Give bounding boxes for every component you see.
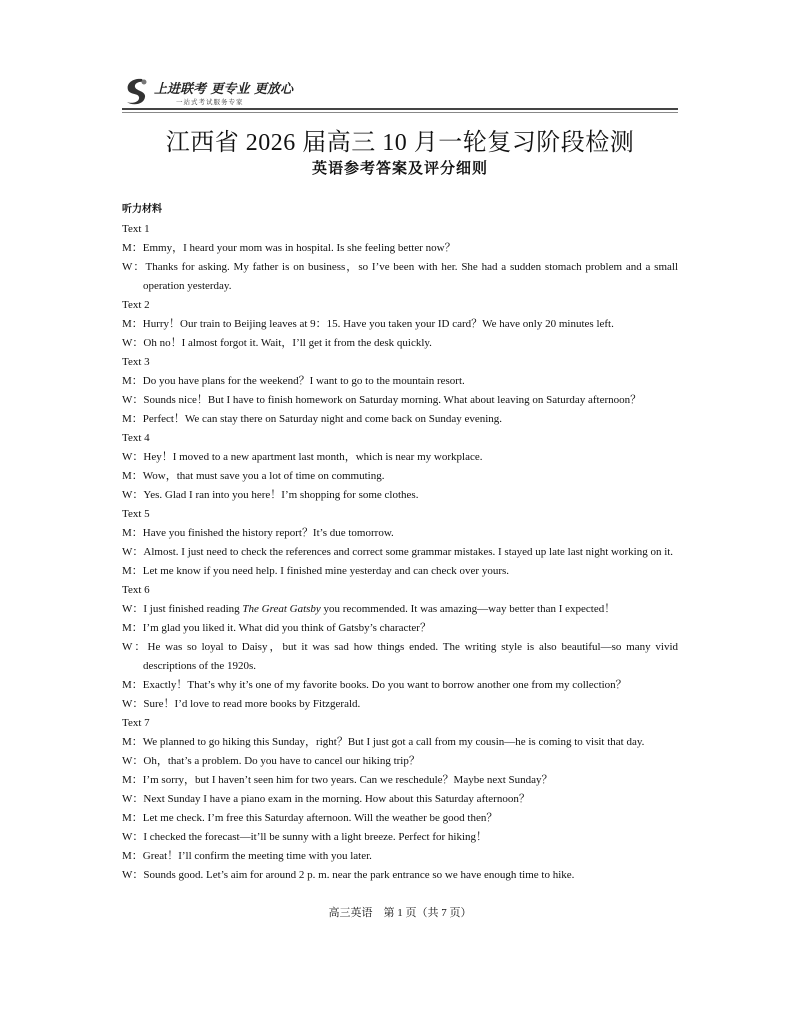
logo-icon — [122, 76, 150, 106]
speaker-label: M： — [122, 470, 143, 482]
dialogue-text: Yes. Glad I ran into you here！I’m shopping for some clothes. — [143, 489, 419, 501]
dialogue-text: Oh，that’s a problem. Do you have to cancel our hiking trip？ — [143, 755, 420, 767]
speaker-label: M： — [122, 736, 143, 748]
dialogue-text: Let me know if you need help. I finished mine yesterday and can check over yours. — [142, 565, 510, 577]
dialogue-text: I’m sorry，but I haven’t seen him for two years. Can we reschedule？Maybe next Sunday？ — [142, 774, 553, 786]
dialogue-text: Hurry！Our train to Beijing leaves at 9：15. Have you taken your ID card？We have only 20 minutes left. — [142, 318, 614, 330]
speaker-label: M： — [122, 565, 143, 577]
speaker-label: W： — [122, 641, 148, 653]
logo-slogan: 上进联考 更专业 更放心 — [154, 82, 294, 97]
speaker-label: W： — [122, 755, 144, 767]
dialogue-text: He was so loyal to Daisy，but it was sad how things ended. The writing style is also beautiful—so many vivid descriptions of the 1920s. — [143, 641, 679, 672]
dialogue-line — [122, 410, 678, 429]
dialogue-line — [122, 619, 678, 638]
speaker-label: W： — [122, 489, 144, 501]
dialogue-line — [122, 524, 678, 543]
dialogue-text: We planned to go hiking this Sunday，right？But I just got a call from my cousin—he is coming to visit that day. — [142, 736, 645, 748]
dialogue-text: Sounds good. Let’s aim for around 2 p. m. near the park entrance so we have enough time to hike. — [143, 869, 575, 881]
speaker-label: M： — [122, 812, 143, 824]
speaker-label: M： — [122, 679, 143, 691]
dialogue-text: Next Sunday I have a piano exam in the morning. How about this Saturday afternoon？ — [143, 793, 530, 805]
speaker-label: M： — [122, 375, 143, 387]
text-label: Text 4 — [122, 432, 150, 444]
speaker-label: W： — [122, 603, 144, 615]
dialogue-text: Oh no！I almost forgot it. Wait，I’ll get it from the desk quickly. — [143, 337, 432, 349]
dialogue-text: Hey！I moved to a new apartment last month，which is near my workplace. — [143, 451, 483, 463]
page-footer: 高三英语 第 1 页（共 7 页） — [328, 907, 472, 919]
dialogue-line — [122, 334, 678, 353]
speaker-label: M： — [122, 318, 143, 330]
dialogue-line — [122, 752, 678, 771]
text-label: Text 2 — [122, 299, 150, 311]
text-label: Text 1 — [122, 223, 150, 235]
dialogue-line — [122, 600, 678, 619]
dialogue-line — [122, 239, 678, 258]
header-rule-thin — [122, 112, 678, 113]
speaker-label: W： — [122, 869, 144, 881]
page-title: 江西省 2026 届高三 10 月一轮复习阶段检测 — [165, 130, 635, 156]
dialogue-text: Wow，that must save you a lot of time on commuting. — [142, 470, 385, 482]
dialogue-line — [122, 828, 678, 847]
dialogue-line — [122, 790, 678, 809]
speaker-label: M： — [122, 622, 143, 634]
dialogue-text: Do you have plans for the weekend？I want to go to the mountain resort. — [142, 375, 465, 387]
dialogue-text: I checked the forecast—it’ll be sunny with a light breeze. Perfect for hiking！ — [143, 831, 488, 843]
dialogue-line — [122, 543, 678, 562]
dialogue-text: Emmy，I heard your mom was in hospital. Is she feeling better now？ — [142, 242, 456, 254]
book-title: The Great Gatsby — [242, 603, 321, 615]
dialogue-text: Great！I’ll confirm the meeting time with you later. — [142, 850, 372, 862]
speaker-label: M： — [122, 850, 143, 862]
dialogue-text: Sure！I’d love to read more books by Fitzgerald. — [143, 698, 361, 710]
header-rule — [122, 108, 678, 110]
page-subtitle: 英语参考答案及评分细则 — [311, 159, 488, 177]
dialogue-line — [122, 562, 678, 581]
speaker-label: M： — [122, 242, 143, 254]
listening-transcript — [122, 200, 678, 885]
speaker-label: W： — [122, 831, 144, 843]
section-heading: 听力材料 — [122, 204, 162, 215]
dialogue-line — [122, 638, 678, 676]
speaker-label: M： — [122, 527, 143, 539]
dialogue-text: Have you finished the history report？It’s due tomorrow. — [142, 527, 394, 539]
dialogue-line — [122, 315, 678, 334]
speaker-label: W： — [122, 261, 146, 273]
dialogue-text: Sounds nice！But I have to finish homework on Saturday morning. What about leaving on Saturday afternoon？ — [143, 394, 642, 406]
speaker-label: W： — [122, 394, 144, 406]
dialogue-line — [122, 771, 678, 790]
dialogue-line — [122, 676, 678, 695]
page-header — [122, 74, 678, 114]
dialogue-line — [122, 847, 678, 866]
text-list — [122, 220, 678, 885]
text-label: Text 6 — [122, 584, 150, 596]
dialogue-line — [122, 733, 678, 752]
dialogue-text: Almost. I just need to check the references and correct some grammar mistakes. I stayed up late last night working on it. — [143, 546, 674, 558]
dialogue-line — [122, 467, 678, 486]
speaker-label: W： — [122, 698, 144, 710]
speaker-label: M： — [122, 413, 143, 425]
dialogue-text: Perfect！We can stay there on Saturday night and come back on Sunday evening. — [142, 413, 503, 425]
speaker-label: M： — [122, 774, 143, 786]
speaker-label: W： — [122, 793, 144, 805]
dialogue-line — [122, 372, 678, 391]
speaker-label: W： — [122, 546, 144, 558]
text-label: Text 5 — [122, 508, 150, 520]
dialogue-text: you recommended. It was amazing—way better than I expected！ — [320, 603, 616, 615]
dialogue-line — [122, 486, 678, 505]
text-label: Text 3 — [122, 356, 150, 368]
speaker-label: W： — [122, 337, 144, 349]
text-label: Text 7 — [122, 717, 150, 729]
dialogue-line — [122, 866, 678, 885]
dialogue-line — [122, 695, 678, 714]
dialogue-line — [122, 391, 678, 410]
dialogue-text: Exactly！That’s why it’s one of my favorite books. Do you want to borrow another one from my collection？ — [142, 679, 627, 691]
dialogue-text: I’m glad you liked it. What did you think of Gatsby’s character？ — [142, 622, 431, 634]
logo-subtitle: 一站式考试服务专家 — [176, 98, 244, 106]
dialogue-line — [122, 258, 678, 296]
dialogue-text: Thanks for asking. My father is on business，so I’ve been with her. She had a sudden stomach problem and a small operation yesterday. — [143, 261, 679, 292]
dialogue-line — [122, 809, 678, 828]
dialogue-line — [122, 448, 678, 467]
dialogue-text: I just finished reading — [143, 603, 243, 615]
dialogue-text: Let me check. I’m free this Saturday afternoon. Will the weather be good then？ — [142, 812, 498, 824]
speaker-label: W： — [122, 451, 144, 463]
